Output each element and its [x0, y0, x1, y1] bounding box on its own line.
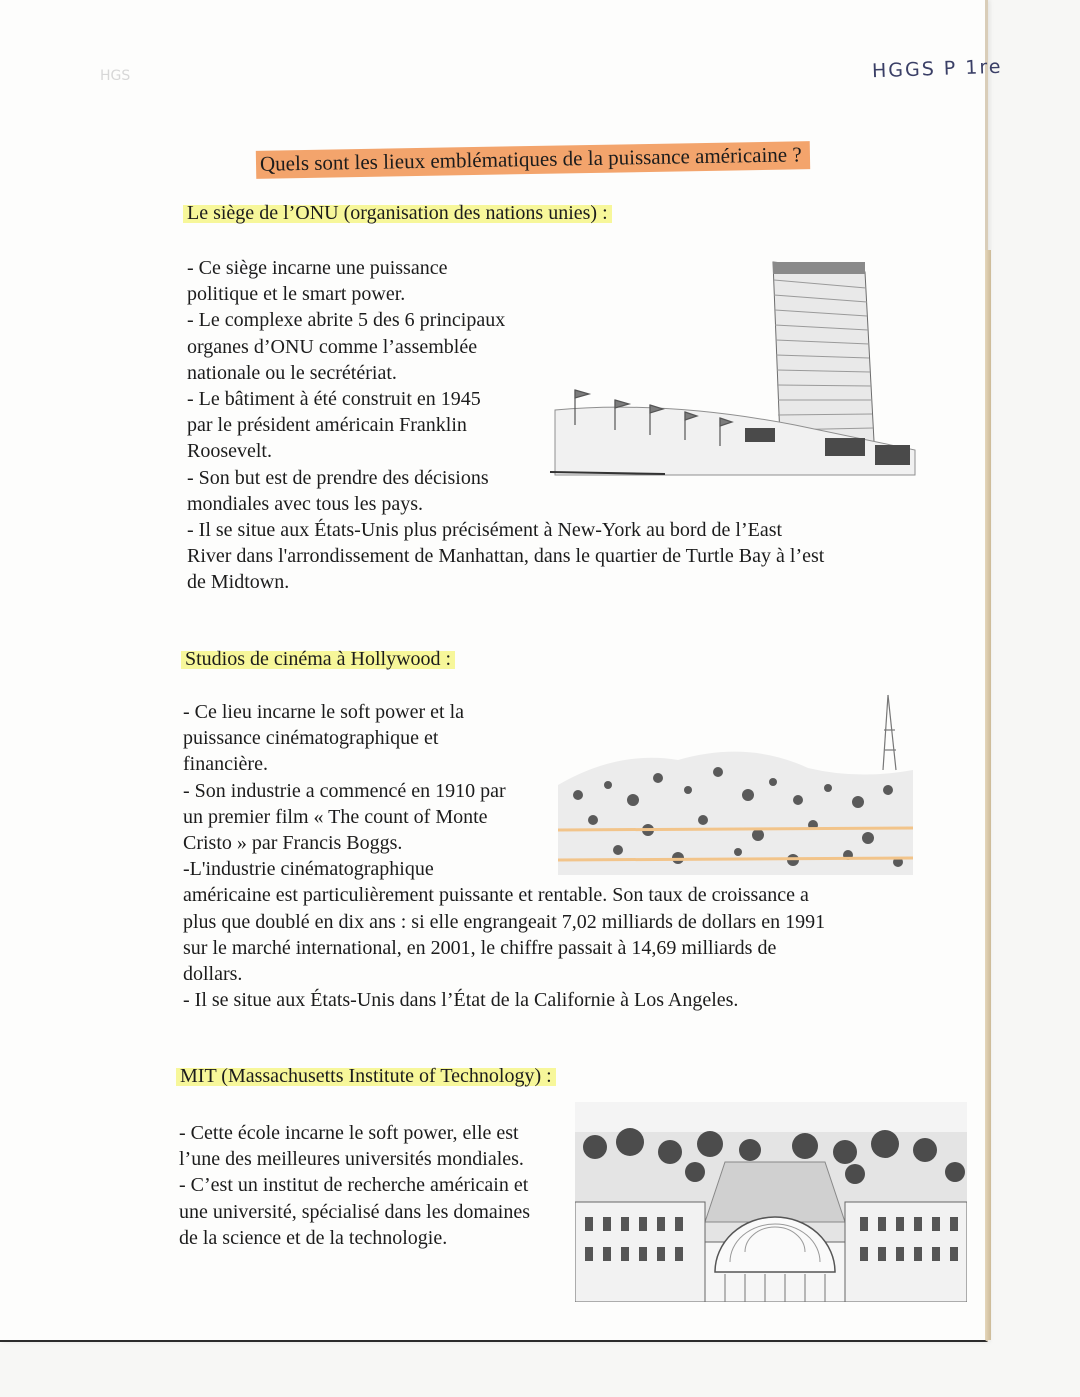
text-line: - Son but est de prendre des décisions	[187, 466, 489, 489]
text-line: sur le marché international, en 2001, le chiffre passait à 14,69 milliards de	[183, 936, 777, 959]
text-line: un premier film « The count of Monte	[183, 805, 488, 828]
text-line: - Ce siège incarne une puissance	[187, 257, 448, 279]
text-line: - Ce lieu incarne le soft power et la	[183, 701, 464, 723]
text-line: une université, spécialisé dans les domaines	[179, 1200, 531, 1223]
text-line: nationale ou le secrétériat.	[187, 361, 397, 384]
text-line: Roosevelt.	[187, 440, 272, 463]
text-line: financière.	[183, 753, 268, 776]
text-line: par le président américain Franklin	[187, 414, 467, 437]
text-line: Cristo » par Francis Boggs.	[183, 832, 403, 855]
text-line: - Son industrie a commencé en 1910 par	[183, 779, 506, 802]
text-line: l’une des meilleures universités mondiales.	[179, 1148, 524, 1171]
text-line: politique et le smart power.	[187, 283, 406, 306]
section-text-mit	[179, 1120, 530, 1251]
section-heading-hollywood: Studios de cinéma à Hollywood :	[181, 648, 455, 671]
text-line: plus que doublé en dix ans : si elle engrangeait 7,02 milliards de dollars en 1991	[183, 910, 826, 933]
text-line: - Il se situe aux États-Unis plus précisément à New-York au bord de l’East	[187, 519, 783, 542]
text-line: de Midtown.	[187, 571, 290, 594]
text-line: - Le bâtiment à été construit en 1945	[187, 388, 481, 411]
text-line: - Le complexe abrite 5 des 6 principaux	[187, 309, 506, 332]
text-line: de la science et de la technologie.	[179, 1226, 448, 1249]
mit-campus-photo	[575, 1102, 967, 1302]
text-line: mondiales avec tous les pays.	[187, 492, 424, 515]
text-line: dollars.	[183, 963, 243, 986]
paper-edge	[985, 250, 991, 1340]
text-line: - C’est un institut de recherche américain et	[179, 1174, 529, 1197]
text-line: -L'industrie cinématographique	[183, 858, 434, 881]
section-heading-onu: Le siège de l’ONU (organisation des nations unies) :	[183, 202, 612, 225]
un-headquarters-photo	[545, 250, 925, 485]
text-line: organes d’ONU comme l’assemblée	[187, 335, 478, 358]
text-line: - Cette école incarne le soft power, elle est	[179, 1122, 519, 1144]
faint-pencil-mark: HGS	[100, 68, 131, 84]
section-heading-mit: MIT (Massachusetts Institute of Technology) :	[176, 1065, 556, 1088]
text-line: américaine est particulièrement puissante et rentable. Son taux de croissance a	[183, 884, 809, 907]
text-line: - Il se situe aux États-Unis dans l’État de la Californie à Los Angeles.	[183, 989, 739, 1012]
page-title: Quels sont les lieux emblématiques de la puissance américaine ?	[256, 141, 810, 179]
text-line: puissance cinématographique et	[183, 727, 439, 750]
hollywood-hills-photo	[558, 690, 913, 875]
handwritten-note: HGGS P 1re	[871, 55, 1003, 83]
text-line: River dans l'arrondissement de Manhattan, dans le quartier de Turtle Bay à l’est	[187, 545, 825, 568]
